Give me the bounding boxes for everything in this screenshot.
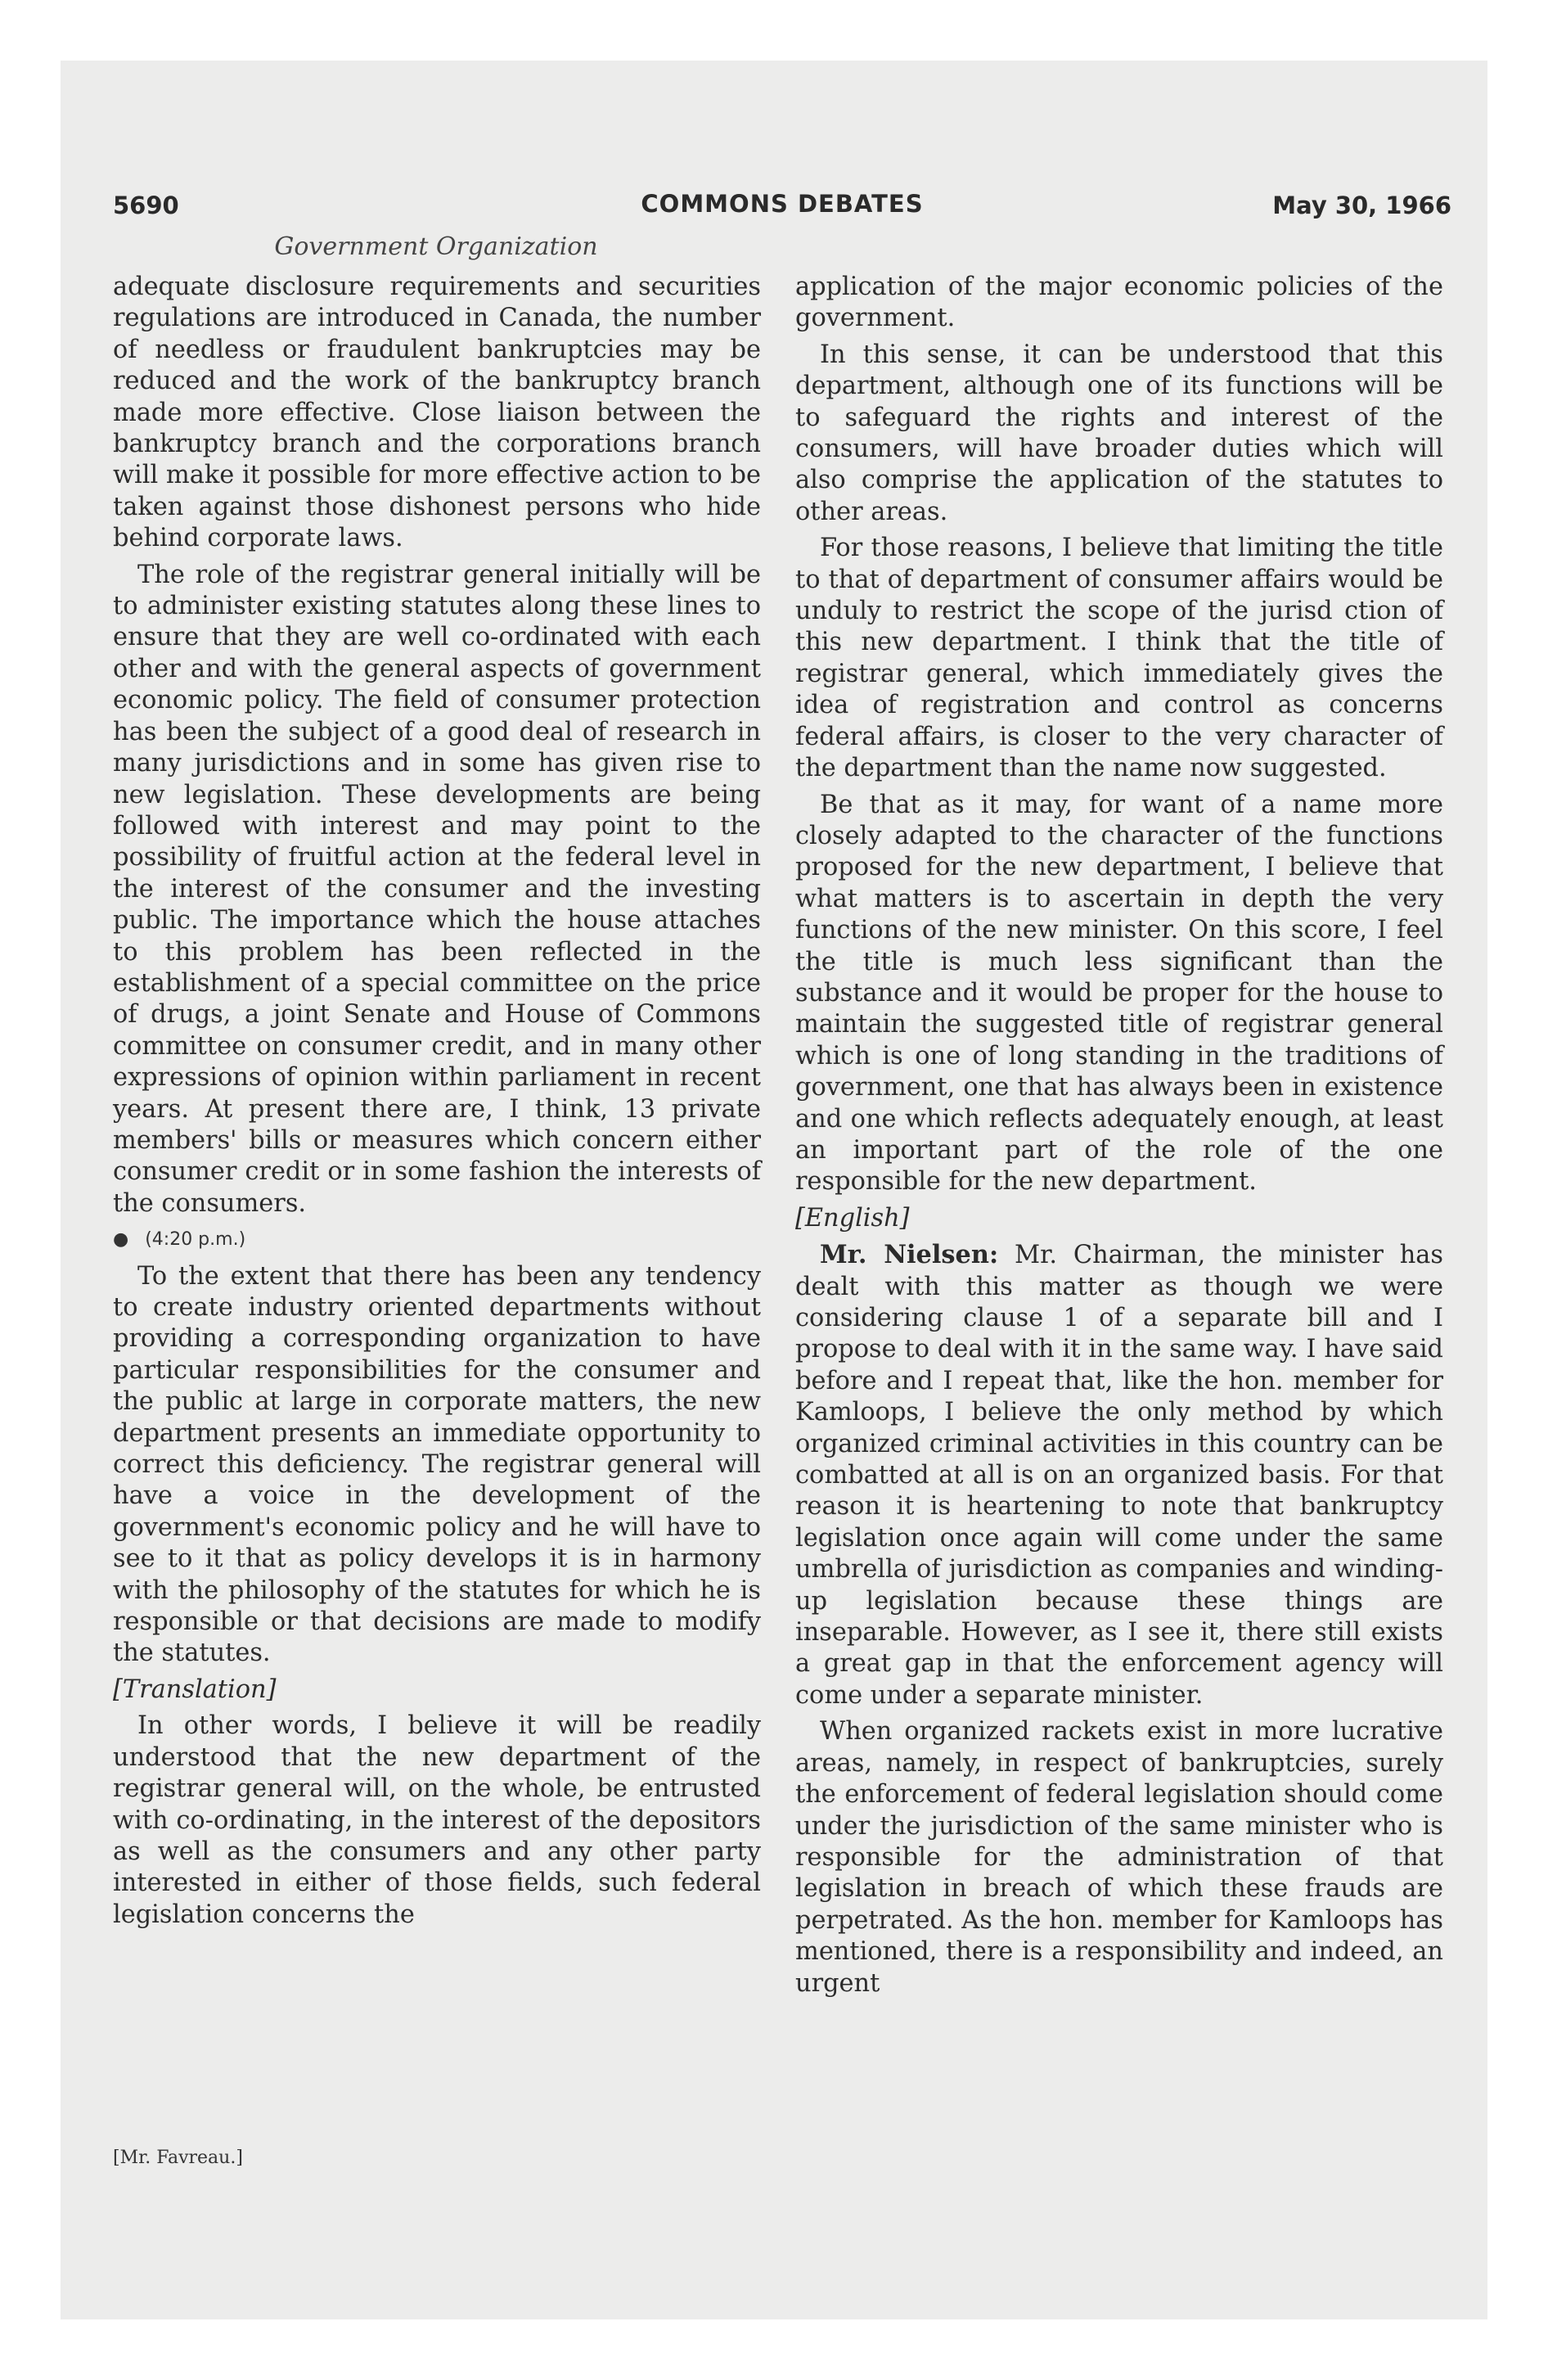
paragraph: In this sense, it can be understood that this department, although one of its functions will be to safeguard the rights and interest of the consumers, will have broader duties which will also comprise the application of the statutes to other areas. <box>795 340 1443 526</box>
speaker-footer: [Mr. Favreau.] <box>113 2148 243 2168</box>
speaker-name: Mr. Nielsen: <box>820 1240 999 1270</box>
right-column <box>795 272 1443 2004</box>
english-tag: [English] <box>795 1203 910 1233</box>
paragraph: The role of the registrar general initially will be to administer existing statutes along these lines to ensure that they are well co-ordinated with each other and with the general aspects of government economic policy. The field of consumer protection has been the subject of a good deal of research in many jurisdictions and in some has given rise to new legislation. These developments are being followed with interest and may point to the possibility of fruitful action at the federal level in the interest of the consumer and the investing public. The importance which the house attaches to this problem has been reflected in the establishment of a special committee on the price of drugs, a joint Senate and House of Commons committee on consumer credit, and in many other expressions of opinion within parliament in recent years. At present there are, I think, 13 private members' bills or measures which concern either consumer credit or in some fashion the interests of the consumers. <box>113 560 761 1218</box>
paragraph: When organized rackets exist in more lucrative areas, namely, in respect of bankruptcies, surely the enforcement of federal legislation should come under the jurisdiction of the same minister who is responsible for the administration of that legislation in breach of which these frauds are perpetrated. As the hon. member for Kamloops has mentioned, there is a responsibility and indeed, an urgent <box>795 1717 1443 1998</box>
paragraph: application of the major economic policies of the government. <box>795 273 1443 333</box>
paragraph: In other words, I believe it will be readily understood that the new department of the registrar general will, on the whole, be entrusted with co-ordinating, in the interest of the depositors as well as the consumers and any other party interested in either of those fields, such federal legislation concerns the <box>113 1711 761 1929</box>
page-date: May 30, 1966 <box>1272 192 1451 219</box>
page-number: 5690 <box>113 192 179 219</box>
paragraph: To the extent that there has been any tendency to create industry oriented departments without providing a corresponding organization to have particular responsibilities for the consumer and the public at large in corporate matters, the new department presents an immediate opportunity to correct this deficiency. The registrar general will have a voice in the development of the government's economic policy and he will have to see to it that as policy develops it is in harmony with the philosophy of the statutes for which he is responsible or that decisions are made to modify the statutes. <box>113 1261 761 1668</box>
bullet-icon: ● <box>113 1229 129 1251</box>
time-marker <box>113 1224 761 1255</box>
publication-title: COMMONS DEBATES <box>641 190 924 218</box>
section-subheader: Government Organization <box>274 232 598 261</box>
paragraph: adequate disclosure requirements and securities regulations are introduced in Canada, the number of needless or fraudulent bankruptcies may be reduced and the work of the bankruptcy branch made more effective. Close liaison between the bankruptcy branch and the corporations branch will make it possible for more effective action to be taken against those dishonest persons who hide behind corporate laws. <box>113 273 761 553</box>
left-column <box>113 272 761 1936</box>
paragraph: Be that as it may, for want of a name more closely adapted to the character of the functions proposed for the new department, I believe that what matters is to ascertain in depth the very functions of the new minister. On this score, I feel the title is much less significant than the substance and it would be proper for the house to maintain the suggested title of registrar general which is one of long standing in the traditions of government, one that has always been in existence and one which reflects adequately enough, at least an important part of the role of the one responsible for the new department. <box>795 790 1443 1197</box>
running-header <box>113 187 1451 223</box>
time-label: (4:20 p.m.) <box>145 1229 246 1251</box>
document-page <box>113 187 1451 2184</box>
speech-text: Mr. Chairman, the minister has dealt with this matter as though we were considering clause 1 of a separate bill and I propose to deal with it in the same way. I have said before and I repeat that, like the hon. member for Kamloops, I believe the only method by which organized criminal activities in this country can be combatted at all is on an organized basis. For that reason it is heartening to note that bankruptcy legislation once again will come under the same umbrella of jurisdiction as companies and winding-up legislation because these things are inseparable. However, as I see it, there still exists a great gap in that the enforcement agency will come under a separate minister. <box>795 1241 1443 1710</box>
paragraph <box>795 1239 1443 1711</box>
translation-tag: [Translation] <box>113 1675 277 1704</box>
paragraph: For those reasons, I believe that limiting the title to that of department of consumer affairs would be unduly to restrict the scope of the jurisd ction of this new department. I think that the title of registrar general, which immediately gives the idea of registration and control as concerns federal affairs, is closer to the very character of the department than the name now suggested. <box>795 534 1443 783</box>
